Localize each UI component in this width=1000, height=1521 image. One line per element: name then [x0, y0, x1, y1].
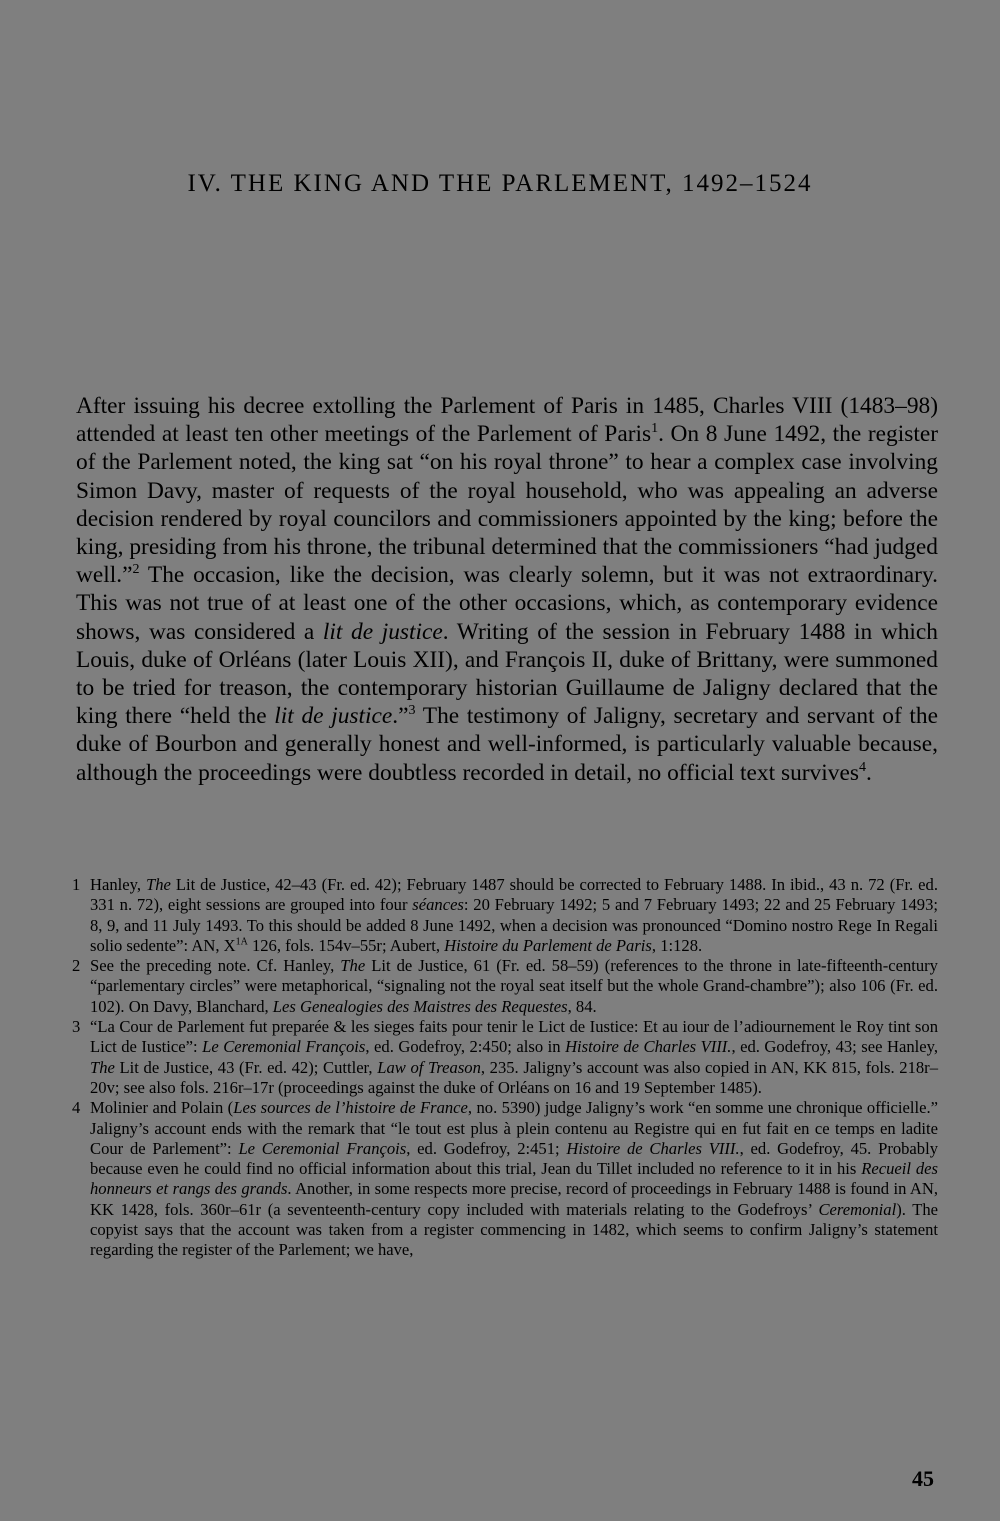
body-text-run: The testimony of Jaligny, secretary and servant of the duke of Bourbon and generally honest and well-informed, is particularly valuable because, although the proceedings were doubtless recorded in detail, no official text survives — [76, 703, 939, 786]
footnote-text: , 1:128. — [651, 935, 703, 955]
footnote-number: 4 — [72, 1098, 81, 1118]
body-text-run: After issuing his decree extolling the Parlement of Paris in 1485, Charles VIII (1483–98) attended at least ten other meetings of the Parlement of Paris — [76, 393, 938, 448]
footnote-italic: Le Ceremonial François — [238, 1138, 407, 1158]
footnote-text: Hanley, — [90, 875, 146, 894]
footnote-text: , ed. Godefroy, 2:451; — [406, 1138, 567, 1158]
italic-term: lit de justice — [322, 618, 443, 645]
body-text-run: .” — [392, 703, 409, 730]
footnote-4 — [72, 1098, 938, 1260]
footnote-ref-1[interactable]: 1 — [651, 420, 659, 437]
footnote-italic: Ceremonial — [818, 1199, 897, 1219]
footnote-text: , 235. Jaligny’s account was also copied in AN, KK 815, fols. 218r–20v; see also fols. 216r–17r (proceedings against the duke of Orléans on 16 and 19 September 1485). — [90, 1057, 938, 1097]
footnote-1 — [72, 875, 938, 956]
footnote-text: : 20 February 1492; 5 and 7 February 1493; 22 and 25 February 1493; 8, 9, and 11 July 1493. To this should be added 8 June 1492, when a decision was pronounced “Domino nostro Rege In Regali solio sedente”: AN, X — [90, 895, 938, 955]
footnote-text: Lit de Justice, 43 (Fr. ed. 42); Cuttler, — [114, 1057, 378, 1077]
footnote-text: , ed. Godefroy, 43; see Hanley, — [731, 1037, 938, 1057]
footnote-text: ). The copyist says that the account was taken from a register commencing in 1482, which seems to confirm Jaligny’s statement regarding the register of the Parlement; we have, — [90, 1199, 938, 1260]
footnote-ref-4[interactable]: 4 — [858, 758, 866, 775]
footnote-italic: Les sources de l’histoire de France — [233, 1098, 468, 1118]
footnote-italic: Histoire de Charles VIII. — [565, 1037, 732, 1057]
footnote-text: , no. 5390) judge Jaligny’s work “en somme une chronique officielle.” Jaligny’s account ends with the remark that “le tout est plus à plein contenu au Registre qui en fut fait en ce temps en ladite Cour de Parlement”: — [90, 1098, 938, 1158]
body-paragraph — [76, 392, 938, 787]
footnote-text: Lit de Justice, 61 (Fr. ed. 58–59) (references to the throne in late-fifteenth-century “parlementary circles” were metaphorical, “signaling not the royal seat itself but the whole Grand-chambre”); also 106 (Fr. ed. 102). On Davy, Blanchard, — [90, 956, 938, 1016]
footnote-italic: The — [145, 875, 171, 894]
footnote-ref-2[interactable]: 2 — [132, 561, 140, 578]
body-text-run: . Writing of the session in February 1488 in which Louis, duke of Orléans (later Louis XII), and François II, duke of Brittany, were summoned to be tried for treason, the contemporary historian Guillaume de Jaligny declared that the king there “held the — [76, 618, 938, 730]
footnote-number: 3 — [72, 1017, 81, 1037]
footnote-italic: The — [340, 956, 366, 976]
footnote-italic: Histoire de Charles VIII. — [566, 1138, 740, 1158]
footnote-italic: Law of Treason — [377, 1057, 481, 1077]
footnote-italic: Histoire du Parlement de Paris — [444, 935, 652, 955]
footnote-italic: séances — [412, 895, 464, 915]
footnote-italic: The — [90, 1057, 115, 1077]
footnote-text: . Another, in some respects more precise, record of proceedings in February 1488 is found in AN, KK 1428, fols. 360r–61r (a seventeenth-century copy included with materials relating to the Godefroys’ — [90, 1179, 938, 1219]
italic-term: lit de justice — [274, 703, 393, 730]
footnote-text: Molinier and Polain ( — [90, 1098, 234, 1118]
footnote-3 — [72, 1017, 938, 1098]
footnote-text: 126, fols. 154v–55r; Aubert, — [247, 935, 445, 955]
footnote-text: , ed. Godefroy, 45. Probably because even he could find no official information about this trial, Jean du Tillet included no reference to it in his — [90, 1138, 939, 1179]
footnote-text: Lit de Justice, 42–43 (Fr. ed. 42); February 1487 should be corrected to February 1488. In ibid., 43 n. 72 (Fr. ed. 331 n. 72), eight sessions are grouped into four — [90, 875, 938, 915]
chapter-title: IV. THE KING AND THE PARLEMENT, 1492–1524 — [187, 170, 813, 197]
footnote-text: , ed. Godefroy, 2:450; also in — [365, 1037, 566, 1057]
page-number: 45 — [912, 1466, 934, 1491]
footnote-text: See the preceding note. Cf. Hanley, — [90, 956, 341, 976]
superscript: 1A — [235, 936, 248, 948]
footnote-number: 2 — [72, 956, 81, 976]
footnotes — [72, 875, 938, 1261]
footnote-italic: Les Genealogies des Maistres des Requestes — [272, 996, 568, 1016]
body-text-run: . — [865, 759, 872, 786]
footnote-number: 1 — [72, 875, 81, 894]
footnote-ref-3[interactable]: 3 — [408, 702, 416, 719]
footnote-italic: Recueil des honneurs et rangs des grands — [90, 1159, 938, 1199]
footnote-text: “La Cour de Parlement fut preparée & les sieges faits pour tenir le Lict de Iustice: Et au iour de l’adiournement le Roy tint son Lict de Iustice”: — [90, 1017, 938, 1057]
footnote-italic: Le Ceremonial François — [202, 1037, 366, 1057]
body-text-run: The occasion, like the decision, was clearly solemn, but it was not extraordinary. This was not true of at least one of the other occasions, which, as contemporary evidence shows, was considered a — [76, 562, 938, 645]
body-text-run: . On 8 June 1492, the register of the Parlement noted, the king sat “on his royal throne” to hear a complex case involving Simon Davy, master of requests of the royal household, who was appealing an adverse decision rendered by royal councilors and commissioners appointed by the king; before the king, presiding from his throne, the tribunal determined that the commissioners “had judged well.” — [76, 421, 938, 589]
footnote-2 — [72, 956, 938, 1017]
footnote-text: , 84. — [567, 996, 597, 1016]
